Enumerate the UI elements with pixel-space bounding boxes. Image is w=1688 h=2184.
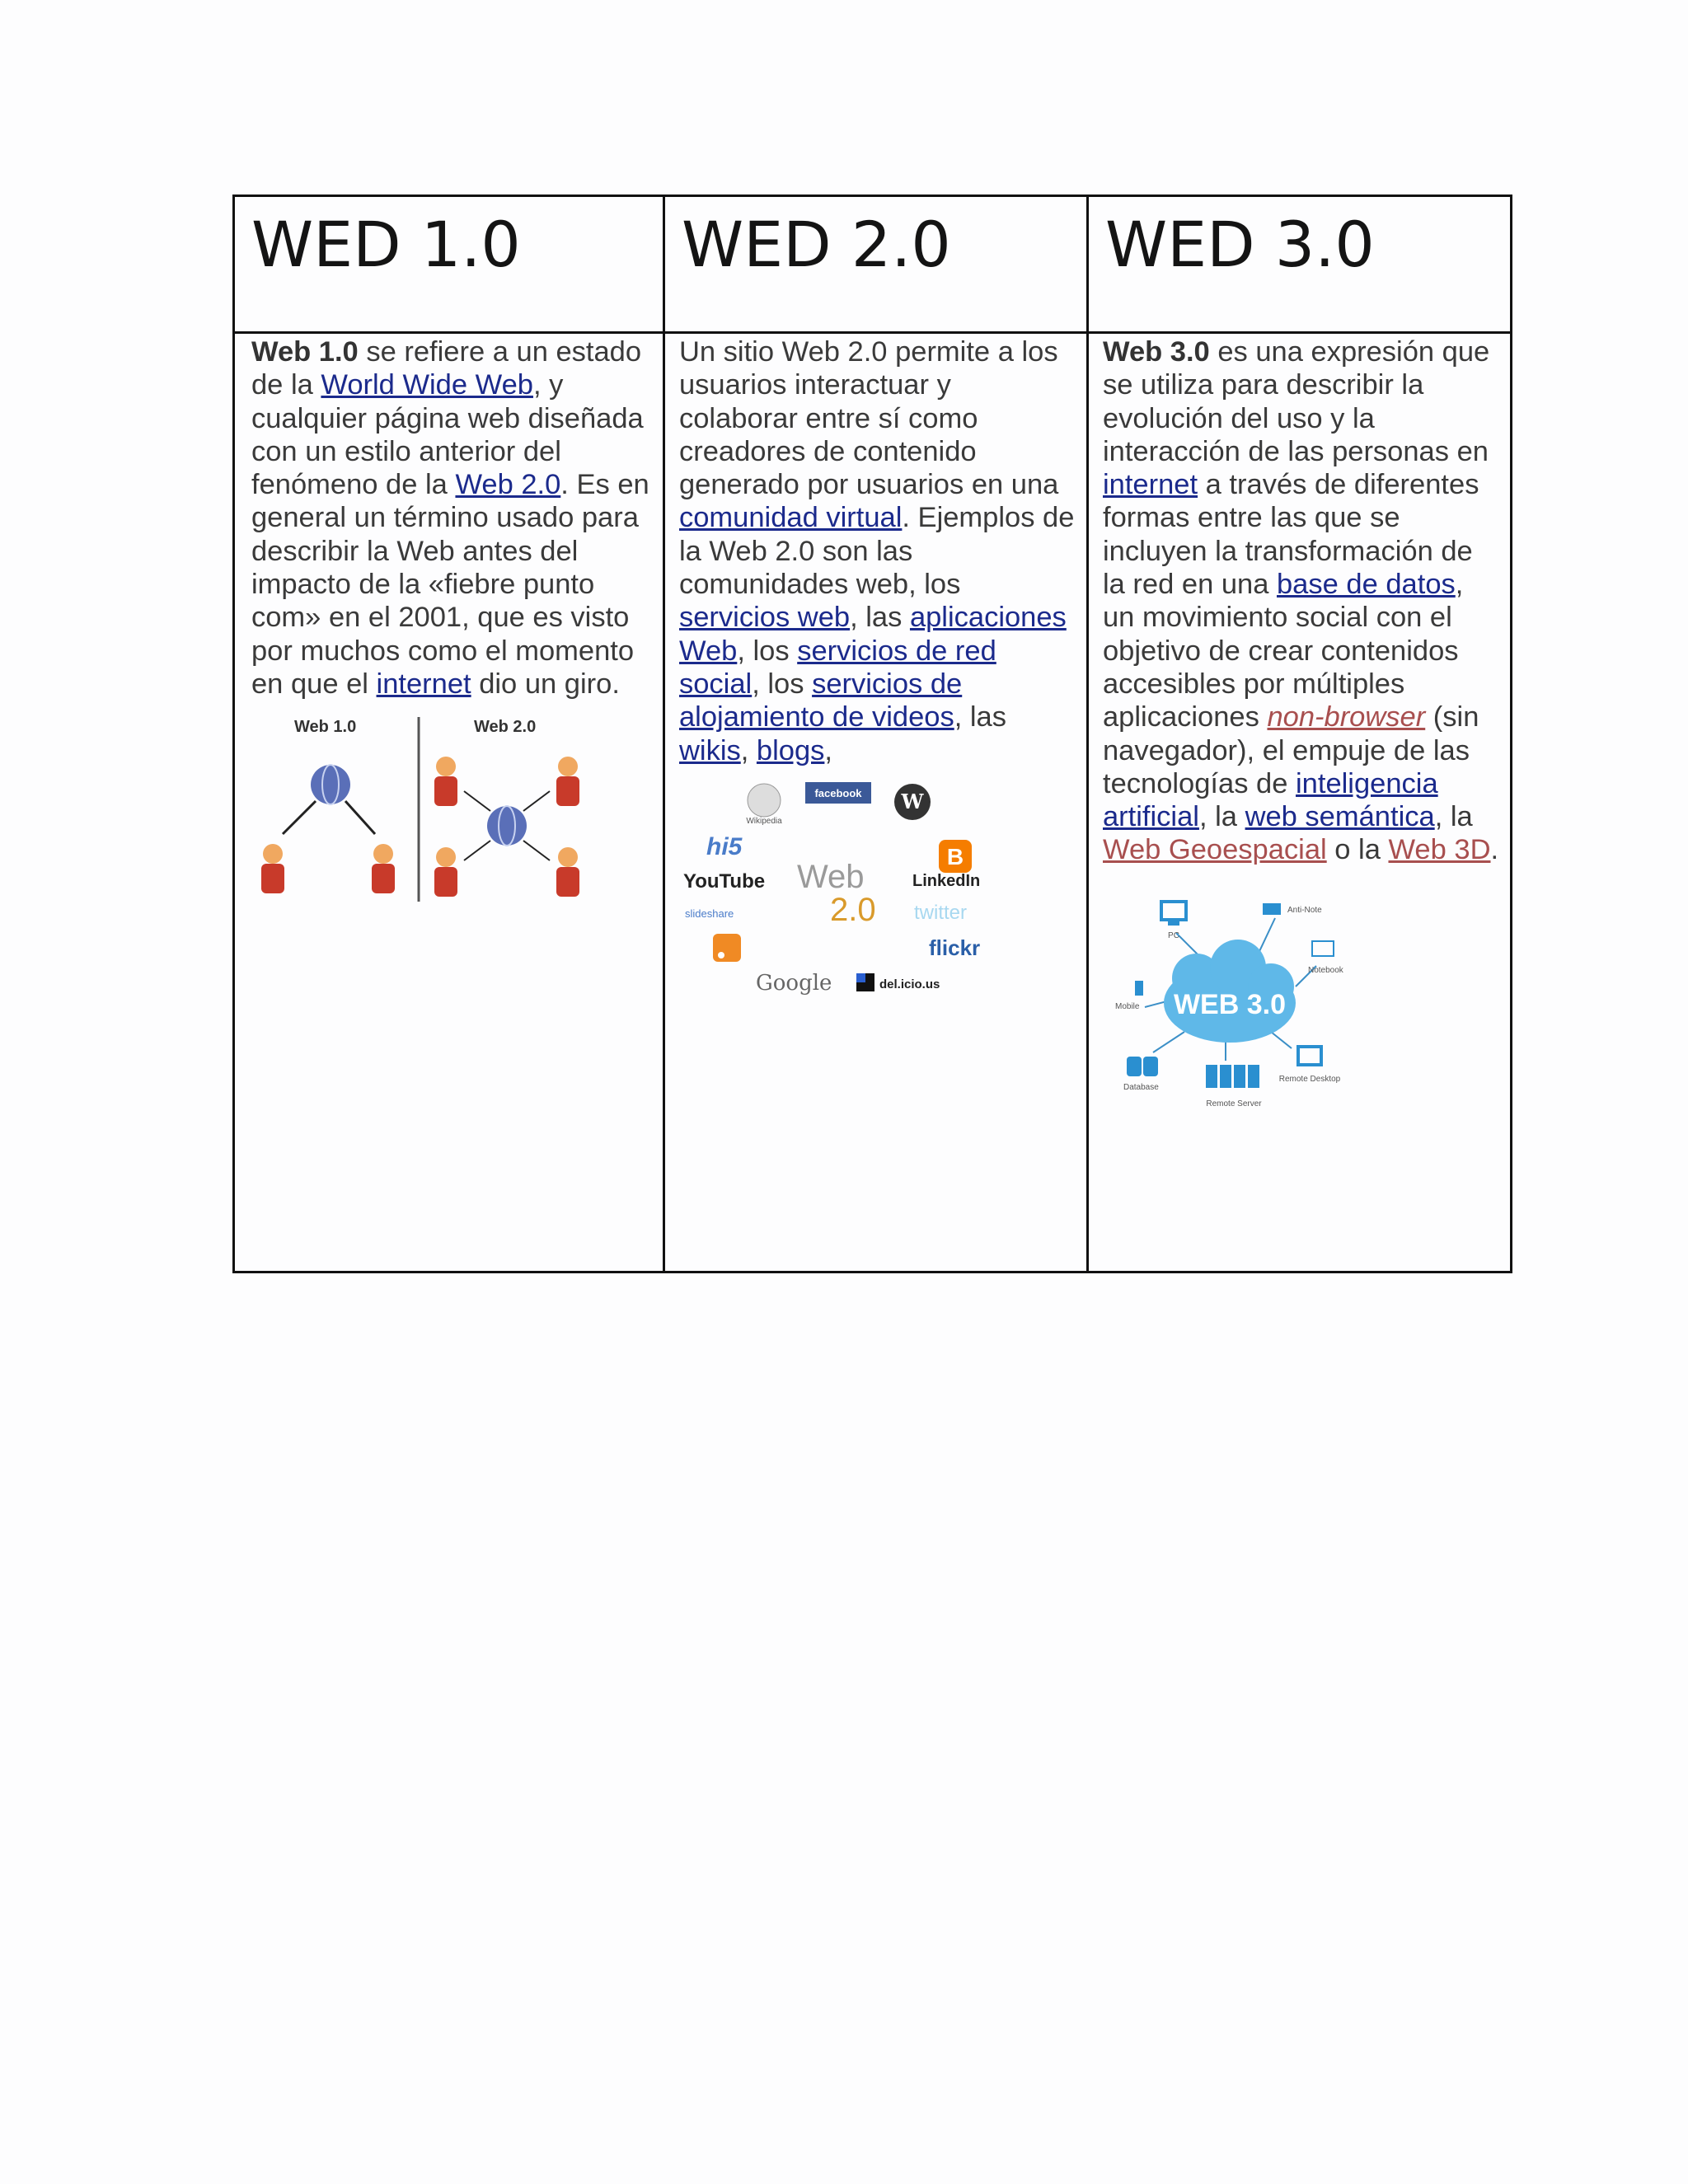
notebook-icon <box>1308 941 1344 975</box>
web1-bold-term: Web 1.0 <box>251 336 359 368</box>
link-world-wide-web[interactable]: World Wide Web <box>321 369 533 401</box>
svg-text:flickr: flickr <box>929 935 981 960</box>
hi5-icon <box>706 833 743 860</box>
svg-text:Google: Google <box>756 970 832 996</box>
web1-text: . Es en general un término usado para describir la Web antes del impacto de la «fiebre punto com» en el 2001, que es visto por muchos como el momento en que el <box>251 469 649 700</box>
link-alojamiento-videos[interactable]: servicios de alojamiento de videos <box>679 668 963 733</box>
header-web3: WED 3.0 <box>1105 208 1375 281</box>
web3-bold-term: Web 3.0 <box>1103 336 1210 368</box>
header-web2: WED 2.0 <box>682 208 951 281</box>
svg-text:del.icio.us: del.icio.us <box>879 977 940 991</box>
comparison-table <box>232 194 1512 1273</box>
link-base-de-datos[interactable]: base de datos <box>1277 569 1456 601</box>
web2-text: Un sitio Web 2.0 permite a los usuarios interactuar y colaborar entre sí como creadores de contenido generado por usuarios en una <box>679 336 1059 501</box>
link-red-social[interactable]: servicios de red social <box>679 635 996 700</box>
web20-center-logo <box>797 859 876 928</box>
svg-text:Remote Server: Remote Server <box>1206 1099 1262 1108</box>
web2-globe-icon <box>487 806 527 846</box>
web3-text: a través de diferentes formas entre las que se incluyen la transformación de la red en una <box>1103 469 1479 601</box>
cloud-icon <box>1164 940 1296 1043</box>
web30-network-diagram <box>1110 883 1357 1122</box>
svg-text:Web: Web <box>797 858 865 895</box>
header-cell-web1 <box>234 196 664 333</box>
link-inteligencia-artificial[interactable]: inteligencia artificial <box>1103 767 1438 833</box>
arrow-icon <box>345 801 375 834</box>
web2-text: , las <box>954 701 1006 733</box>
web3-text: es una expresión que se utiliza para describir la evolución del uso y la interacción de las personas en <box>1103 336 1490 467</box>
web3-text: , la <box>1434 801 1473 833</box>
web2-cell <box>664 333 1088 1272</box>
pc-icon <box>1161 902 1186 940</box>
web1-figure-label: Web 1.0 <box>294 718 357 737</box>
person-icon <box>261 844 284 893</box>
youtube-icon <box>683 870 765 893</box>
link-web-2-0[interactable]: Web 2.0 <box>455 469 561 501</box>
web1-vs-web2-diagram <box>251 712 606 907</box>
web1-text: dio un giro. <box>471 668 620 700</box>
svg-text:hi5: hi5 <box>706 832 743 860</box>
arrow-icon <box>523 841 550 860</box>
person-icon <box>434 757 457 806</box>
web20-logo-cloud <box>673 772 1028 1011</box>
header-row <box>234 196 1512 333</box>
header-cell-web3 <box>1088 196 1512 333</box>
remote-desktop-icon <box>1279 1047 1341 1084</box>
wikipedia-icon <box>746 784 782 826</box>
web2-text: , los <box>752 668 813 700</box>
link-blogs[interactable]: blogs <box>756 734 825 766</box>
svg-text:Database: Database <box>1123 1082 1159 1092</box>
link-web-geoespacial[interactable]: Web Geoespacial <box>1103 834 1327 866</box>
web3-text: (sin navegador), el empuje de las tecnologías de <box>1103 701 1479 799</box>
web1-text: se refiere a un estado de la <box>251 336 642 401</box>
svg-text:LinkedIn: LinkedIn <box>912 871 981 890</box>
mobile-icon <box>1115 981 1143 1011</box>
web1-text: , y cualquier página web diseñada con un estilo anterior del fenómeno de la <box>251 369 644 501</box>
google-icon <box>756 971 832 996</box>
web2-paragraph <box>665 334 1086 767</box>
web1-cell <box>234 333 664 1272</box>
svg-text:slideshare: slideshare <box>685 907 734 920</box>
person-icon <box>556 757 579 806</box>
svg-text:B: B <box>946 843 964 869</box>
person-icon <box>372 844 395 893</box>
facebook-icon <box>805 782 871 804</box>
slideshare-icon <box>685 907 734 920</box>
link-servicios-web[interactable]: servicios web <box>679 602 851 634</box>
link-comunidad-virtual[interactable]: comunidad virtual <box>679 502 903 534</box>
web1-paragraph <box>235 334 663 701</box>
svg-text:WEB 3.0: WEB 3.0 <box>1173 988 1287 1020</box>
link-web-3d[interactable]: Web 3D <box>1388 834 1491 866</box>
web3-text: , un movimiento social con el objetivo de crear contenidos accesibles por múltiples aplicaciones <box>1103 569 1464 733</box>
svg-text:Wikipedia: Wikipedia <box>746 816 782 826</box>
link-web-semantica[interactable]: web semántica <box>1245 801 1435 833</box>
link-internet[interactable]: internet <box>376 668 471 700</box>
svg-text:Mobile: Mobile <box>1115 1001 1140 1011</box>
web1-globe-icon <box>311 765 350 804</box>
arrow-icon <box>464 791 490 811</box>
link-aplicaciones-web[interactable]: aplicaciones Web <box>679 602 1067 667</box>
svg-text:Anti-Note: Anti-Note <box>1287 905 1322 915</box>
content-row <box>234 333 1512 1272</box>
svg-text:PC: PC <box>1168 930 1179 940</box>
web3-paragraph <box>1089 334 1510 867</box>
web3-cell <box>1088 333 1512 1272</box>
arrow-icon <box>283 801 316 834</box>
anti-note-icon <box>1263 903 1322 915</box>
svg-text:2.0: 2.0 <box>830 891 876 928</box>
arrow-icon <box>523 791 550 811</box>
svg-text:Notebook: Notebook <box>1308 965 1343 975</box>
person-icon <box>556 847 579 897</box>
web3-text: o la <box>1326 834 1389 866</box>
remote-server-icon <box>1206 1065 1262 1108</box>
blogger-icon <box>939 840 972 873</box>
delicious-icon <box>856 973 940 991</box>
flickr-icon <box>929 935 980 960</box>
web2-text: , <box>824 734 832 766</box>
person-icon <box>434 847 457 897</box>
svg-text:YouTube: YouTube <box>683 869 766 893</box>
web2-text: , <box>740 734 757 766</box>
linkedin-icon <box>912 872 980 890</box>
svg-text:Remote Desktop: Remote Desktop <box>1278 1074 1341 1084</box>
rss-icon <box>713 934 741 962</box>
web2-text: , las <box>850 602 910 634</box>
web2-figure-label: Web 2.0 <box>474 718 537 737</box>
svg-text:facebook: facebook <box>814 786 862 799</box>
arrow-icon <box>464 841 490 860</box>
web3-text: , la <box>1198 801 1245 833</box>
svg-text:W: W <box>901 789 924 813</box>
link-non-browser[interactable]: non-browser <box>1267 701 1426 733</box>
web2-text: , los <box>737 635 798 667</box>
link-internet-web3[interactable]: internet <box>1103 469 1198 501</box>
header-web1: WED 1.0 <box>251 208 521 281</box>
wordpress-icon <box>894 784 931 820</box>
database-icon <box>1123 1057 1159 1092</box>
web3-text: . <box>1490 834 1499 866</box>
svg-text:twitter: twitter <box>914 901 968 924</box>
link-wikis[interactable]: wikis <box>679 734 741 766</box>
header-cell-web2 <box>664 196 1088 333</box>
twitter-icon <box>914 902 967 924</box>
web2-text: . Ejemplos de la Web 2.0 son las comunidades web, los <box>679 502 1075 601</box>
